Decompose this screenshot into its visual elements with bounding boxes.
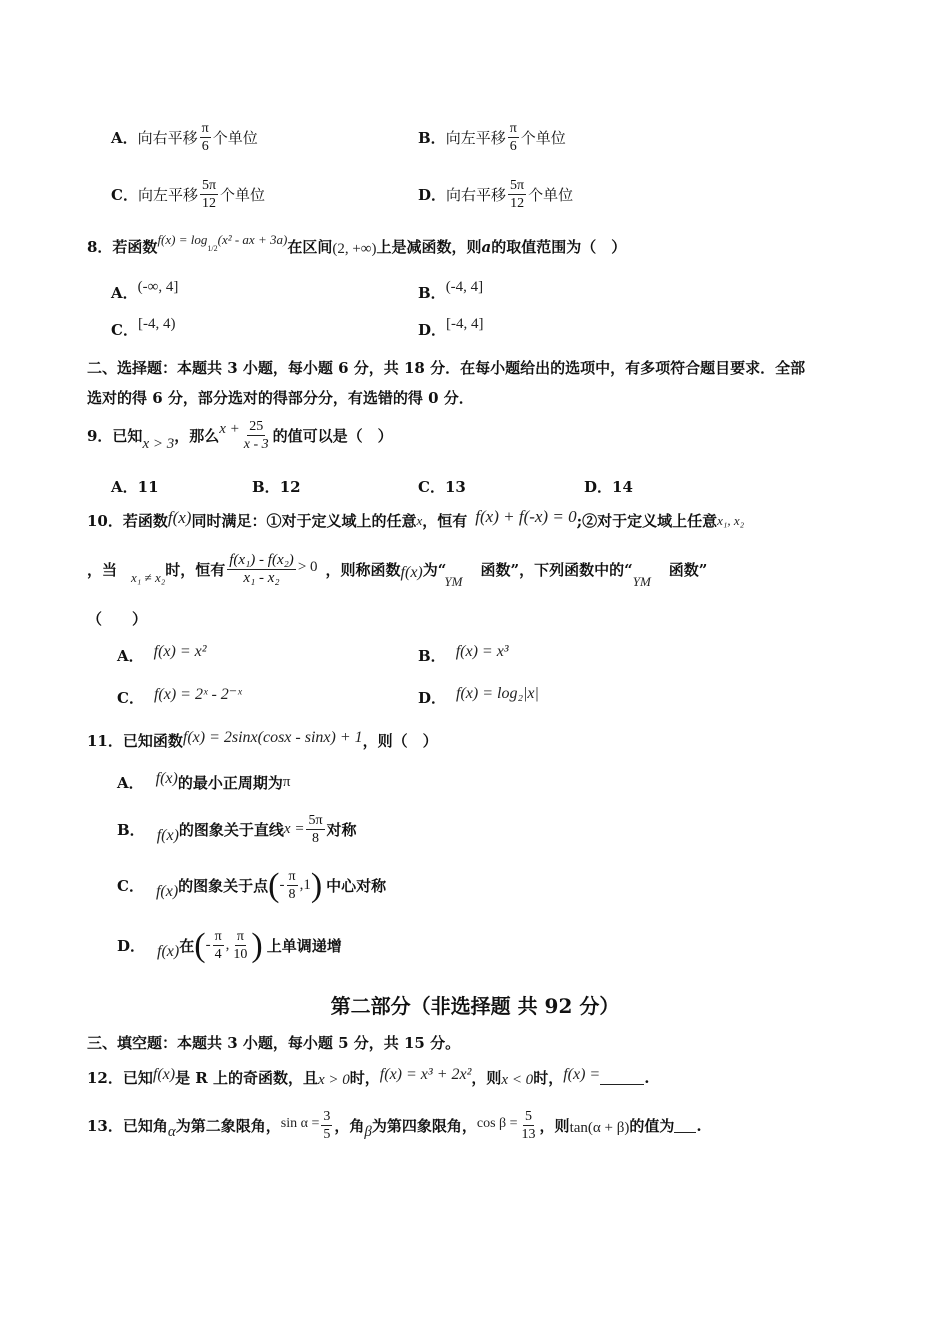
option-text: 的图象关于点 xyxy=(178,877,269,895)
q13-stem xyxy=(87,1108,702,1143)
right-paren: ) xyxy=(251,926,263,964)
cos-lead: cos β = xyxy=(476,1115,518,1131)
stem-text: 上是减函数，则 xyxy=(376,238,482,256)
option-text: 向左平移 xyxy=(137,186,198,204)
option-label: B． xyxy=(252,478,280,496)
question-number: 9．已知 xyxy=(87,427,143,445)
interval: (2, +∞) xyxy=(332,241,377,257)
stem-text: ;②对于定义域上任意 xyxy=(576,512,718,530)
fx: f(x) xyxy=(155,769,178,787)
q10-option-a xyxy=(117,642,207,666)
fraction: $\frac{\text{f(x₁) - f(x₂)}}{\text{x₁ - x₂}}$ xyxy=(229,551,294,586)
option-value: f(x) = x² xyxy=(153,642,207,660)
ym-label: YM xyxy=(632,574,651,589)
fraction: $\frac{5\pi}{12}$ xyxy=(510,178,525,211)
option-value: (-4, 4] xyxy=(445,279,484,295)
fx: f(x) xyxy=(155,882,179,900)
stem-text: 函数” xyxy=(668,560,708,579)
option-label: C． xyxy=(117,877,144,895)
option-label: C． xyxy=(117,689,144,707)
fraction: $\frac{\pi}{4}$ xyxy=(214,929,222,962)
alpha: α xyxy=(167,1124,176,1140)
q9-option-a xyxy=(111,476,159,497)
fraction: $\frac{\pi}{6}$ xyxy=(201,121,209,154)
fx: f(x) xyxy=(156,826,179,844)
option-tail: 上单调递增 xyxy=(266,937,342,955)
q11-option-d xyxy=(117,928,342,963)
variable-x: x xyxy=(416,512,423,528)
stem-text: 时，恒有 xyxy=(165,560,226,579)
q9-option-b xyxy=(252,476,301,497)
period: . xyxy=(644,1068,650,1087)
option-label: D． xyxy=(584,478,613,496)
left-paren: ( xyxy=(268,866,280,904)
option-label: D． xyxy=(418,321,447,339)
comma: , xyxy=(225,937,230,953)
q11-stem xyxy=(87,730,438,751)
option-value: 14 xyxy=(612,477,633,496)
option-label: B． xyxy=(418,284,446,302)
fraction: $\frac{25}{x - 3}$ xyxy=(243,419,269,452)
option-label: B． xyxy=(117,821,145,839)
option-value: π xyxy=(282,774,291,790)
option-tail: 个单位 xyxy=(212,129,258,147)
option-label: B． xyxy=(418,647,446,665)
stem-text: ，则称函数 xyxy=(325,560,401,579)
q10-stem-line1 xyxy=(87,506,745,531)
option-value: f(x) = x³ xyxy=(455,642,509,660)
fx: f(x) xyxy=(400,564,423,581)
q9-option-d xyxy=(584,476,633,497)
q10-option-d xyxy=(418,684,539,708)
q8-option-c xyxy=(111,316,176,340)
stem-text: ，则 xyxy=(539,1117,570,1135)
stem-text: ，则（ ） xyxy=(362,732,438,750)
question-number: 10．若函数 xyxy=(87,512,168,530)
function-expr: f(x) = 2sinx(cosx - sinx) + 1 xyxy=(182,728,363,746)
q8-option-a xyxy=(111,279,179,303)
q11-option-c xyxy=(117,868,386,903)
fx: f(x) xyxy=(167,507,192,527)
option-value: [-4, 4] xyxy=(446,316,484,332)
stem-text: 是 R 上的奇函数，且 xyxy=(175,1069,318,1087)
stem-text: 的取值范围为（ ） xyxy=(491,238,627,256)
variables: x₁, x₂ xyxy=(717,512,745,528)
option-label: C． xyxy=(111,321,138,339)
answer-blank[interactable] xyxy=(600,1070,644,1085)
option-label: A． xyxy=(111,129,138,147)
fraction: $\frac{5}{13}$ xyxy=(521,1109,536,1142)
fraction: $\frac{5\pi}{12}$ xyxy=(201,178,217,211)
ym-label: YM xyxy=(444,574,463,589)
option-value: 13 xyxy=(444,477,466,496)
stem-text: 时， xyxy=(533,1069,564,1087)
option-label: A． xyxy=(117,647,144,665)
function-expr: f(x) = log xyxy=(157,231,208,247)
stem-text: 为第二象限角， xyxy=(175,1117,281,1135)
option-text: 的最小正周期为 xyxy=(177,774,283,792)
option-value: (-∞, 4] xyxy=(137,279,179,295)
stem-text: 为第四象限角， xyxy=(371,1117,477,1135)
q9-stem xyxy=(87,418,393,453)
option-label: A． xyxy=(111,478,138,496)
stem-text: ，恒有 xyxy=(422,512,468,530)
stem-text: ，当 xyxy=(87,560,118,579)
q8-option-b xyxy=(418,279,484,303)
stem-text: 的值可以是（ ） xyxy=(272,427,393,445)
stem-text: 时， xyxy=(349,1069,380,1087)
option-label: D． xyxy=(117,937,146,955)
period: . xyxy=(696,1116,702,1135)
option-tail: 个单位 xyxy=(520,129,566,147)
fraction: $\frac{\pi}{6}$ xyxy=(509,121,517,154)
log-base: 1/2 xyxy=(207,244,218,253)
q8-option-d xyxy=(418,316,484,340)
q11-option-b xyxy=(117,812,357,847)
q12-stem xyxy=(87,1066,649,1089)
option-text: 在 xyxy=(179,937,195,955)
stem-text: ，那么 xyxy=(174,427,220,445)
answer-blank[interactable] xyxy=(674,1118,696,1133)
option-value: [-4, 4) xyxy=(137,316,176,332)
stem-text: 在区间 xyxy=(287,238,333,256)
stem-text: 为“ xyxy=(422,560,447,579)
condition: x < 0 xyxy=(501,1072,534,1088)
gt-zero: > 0 xyxy=(297,558,318,575)
option-label: D． xyxy=(418,186,447,204)
q7-option-c xyxy=(111,177,265,212)
option-text: 的图象关于直线 xyxy=(178,821,284,839)
sin-lead: sin α = xyxy=(280,1115,320,1131)
option-tail: 对称 xyxy=(326,821,357,839)
question-number: 11．已知函数 xyxy=(87,732,183,750)
question-number: 8．若函数 xyxy=(87,238,158,256)
odd-condition: f(x) + f(-x) = 0 xyxy=(475,506,577,526)
tan-expr: tan(α + β) xyxy=(569,1120,630,1136)
expr-lead: x + xyxy=(219,421,240,437)
equation: f(x) = x³ + 2x² xyxy=(379,1065,472,1083)
option-label: C． xyxy=(111,186,138,204)
option-tail: 个单位 xyxy=(528,186,574,204)
section2-line1: 二、选择题：本题共 3 小题，每小题 6 分，共 18 分．在每小题给出的选项中，有多项符合题目要求．全部 xyxy=(87,359,806,377)
beta: β xyxy=(364,1124,372,1140)
stem-text: 函数”，下列函数中的“ xyxy=(480,560,633,579)
fraction: $\frac{\pi}{10}$ xyxy=(233,929,248,962)
minus-sign: - xyxy=(205,937,211,953)
q7-option-d xyxy=(418,177,573,212)
stem-text: 的值为 xyxy=(629,1117,675,1135)
question-number: 13．已知角 xyxy=(87,1117,168,1135)
part2-title: 第二部分（非选择题 共 92 分） xyxy=(330,994,620,1018)
option-value: 12 xyxy=(279,477,301,496)
fraction: $\frac{5\pi}{8}$ xyxy=(308,813,323,846)
q10-option-b xyxy=(418,642,509,666)
option-value: f(x) = 2ˣ - 2⁻ˣ xyxy=(153,685,242,703)
q8-stem xyxy=(87,231,627,258)
fraction: $\frac{\pi}{8}$ xyxy=(288,869,296,902)
option-label: D． xyxy=(418,689,447,707)
variable: a xyxy=(481,237,492,256)
q7-option-b xyxy=(418,120,566,155)
left-paren: ( xyxy=(194,926,206,964)
q10-option-c xyxy=(117,687,242,708)
right-paren: ) xyxy=(310,866,323,904)
q7-option-a xyxy=(111,120,258,155)
point-y: ,1 xyxy=(299,877,311,893)
condition: x > 3 xyxy=(142,436,175,452)
option-text: 向右平移 xyxy=(137,129,198,147)
stem-text: ，则 xyxy=(471,1069,502,1087)
condition: x > 0 xyxy=(318,1072,350,1088)
option-tail: 个单位 xyxy=(220,186,266,204)
question-number: 12．已知 xyxy=(87,1069,153,1087)
log-argument: (x² - ax + 3a) xyxy=(217,231,288,247)
option-text: 向右平移 xyxy=(446,186,507,204)
q11-option-a xyxy=(117,769,291,793)
q10-stem-line2 xyxy=(87,548,707,590)
option-tail: 中心对称 xyxy=(326,877,387,895)
option-label: A． xyxy=(117,774,144,792)
option-label: A． xyxy=(111,284,138,302)
section2-line2: 选对的得 6 分，部分选对的得部分分，有选错的得 0 分． xyxy=(87,389,474,407)
option-text: 向左平移 xyxy=(445,129,506,147)
neq: x₁ ≠ x₂ xyxy=(131,570,166,585)
stem-text: 同时满足：①对于定义域上的任意 xyxy=(191,512,417,530)
q9-option-c xyxy=(418,476,466,497)
fx: f(x) xyxy=(157,942,180,960)
fx: f(x) xyxy=(152,1065,176,1083)
stem-text: ，角 xyxy=(334,1117,365,1135)
option-label: C． xyxy=(418,478,445,496)
option-label: B． xyxy=(418,129,446,147)
fraction: $\frac{3}{5}$ xyxy=(323,1109,331,1142)
section3-heading: 三、填空题：本题共 3 小题，每小题 5 分，共 15 分。 xyxy=(87,1034,461,1052)
option-value: 11 xyxy=(137,477,159,496)
option-value: f(x) = log₂|x| xyxy=(456,684,539,702)
minus-sign: - xyxy=(279,877,285,893)
equation-lead: x = xyxy=(283,821,305,837)
ask-expr: f(x) = xyxy=(563,1065,601,1083)
q10-paren: （ ） xyxy=(87,610,148,628)
